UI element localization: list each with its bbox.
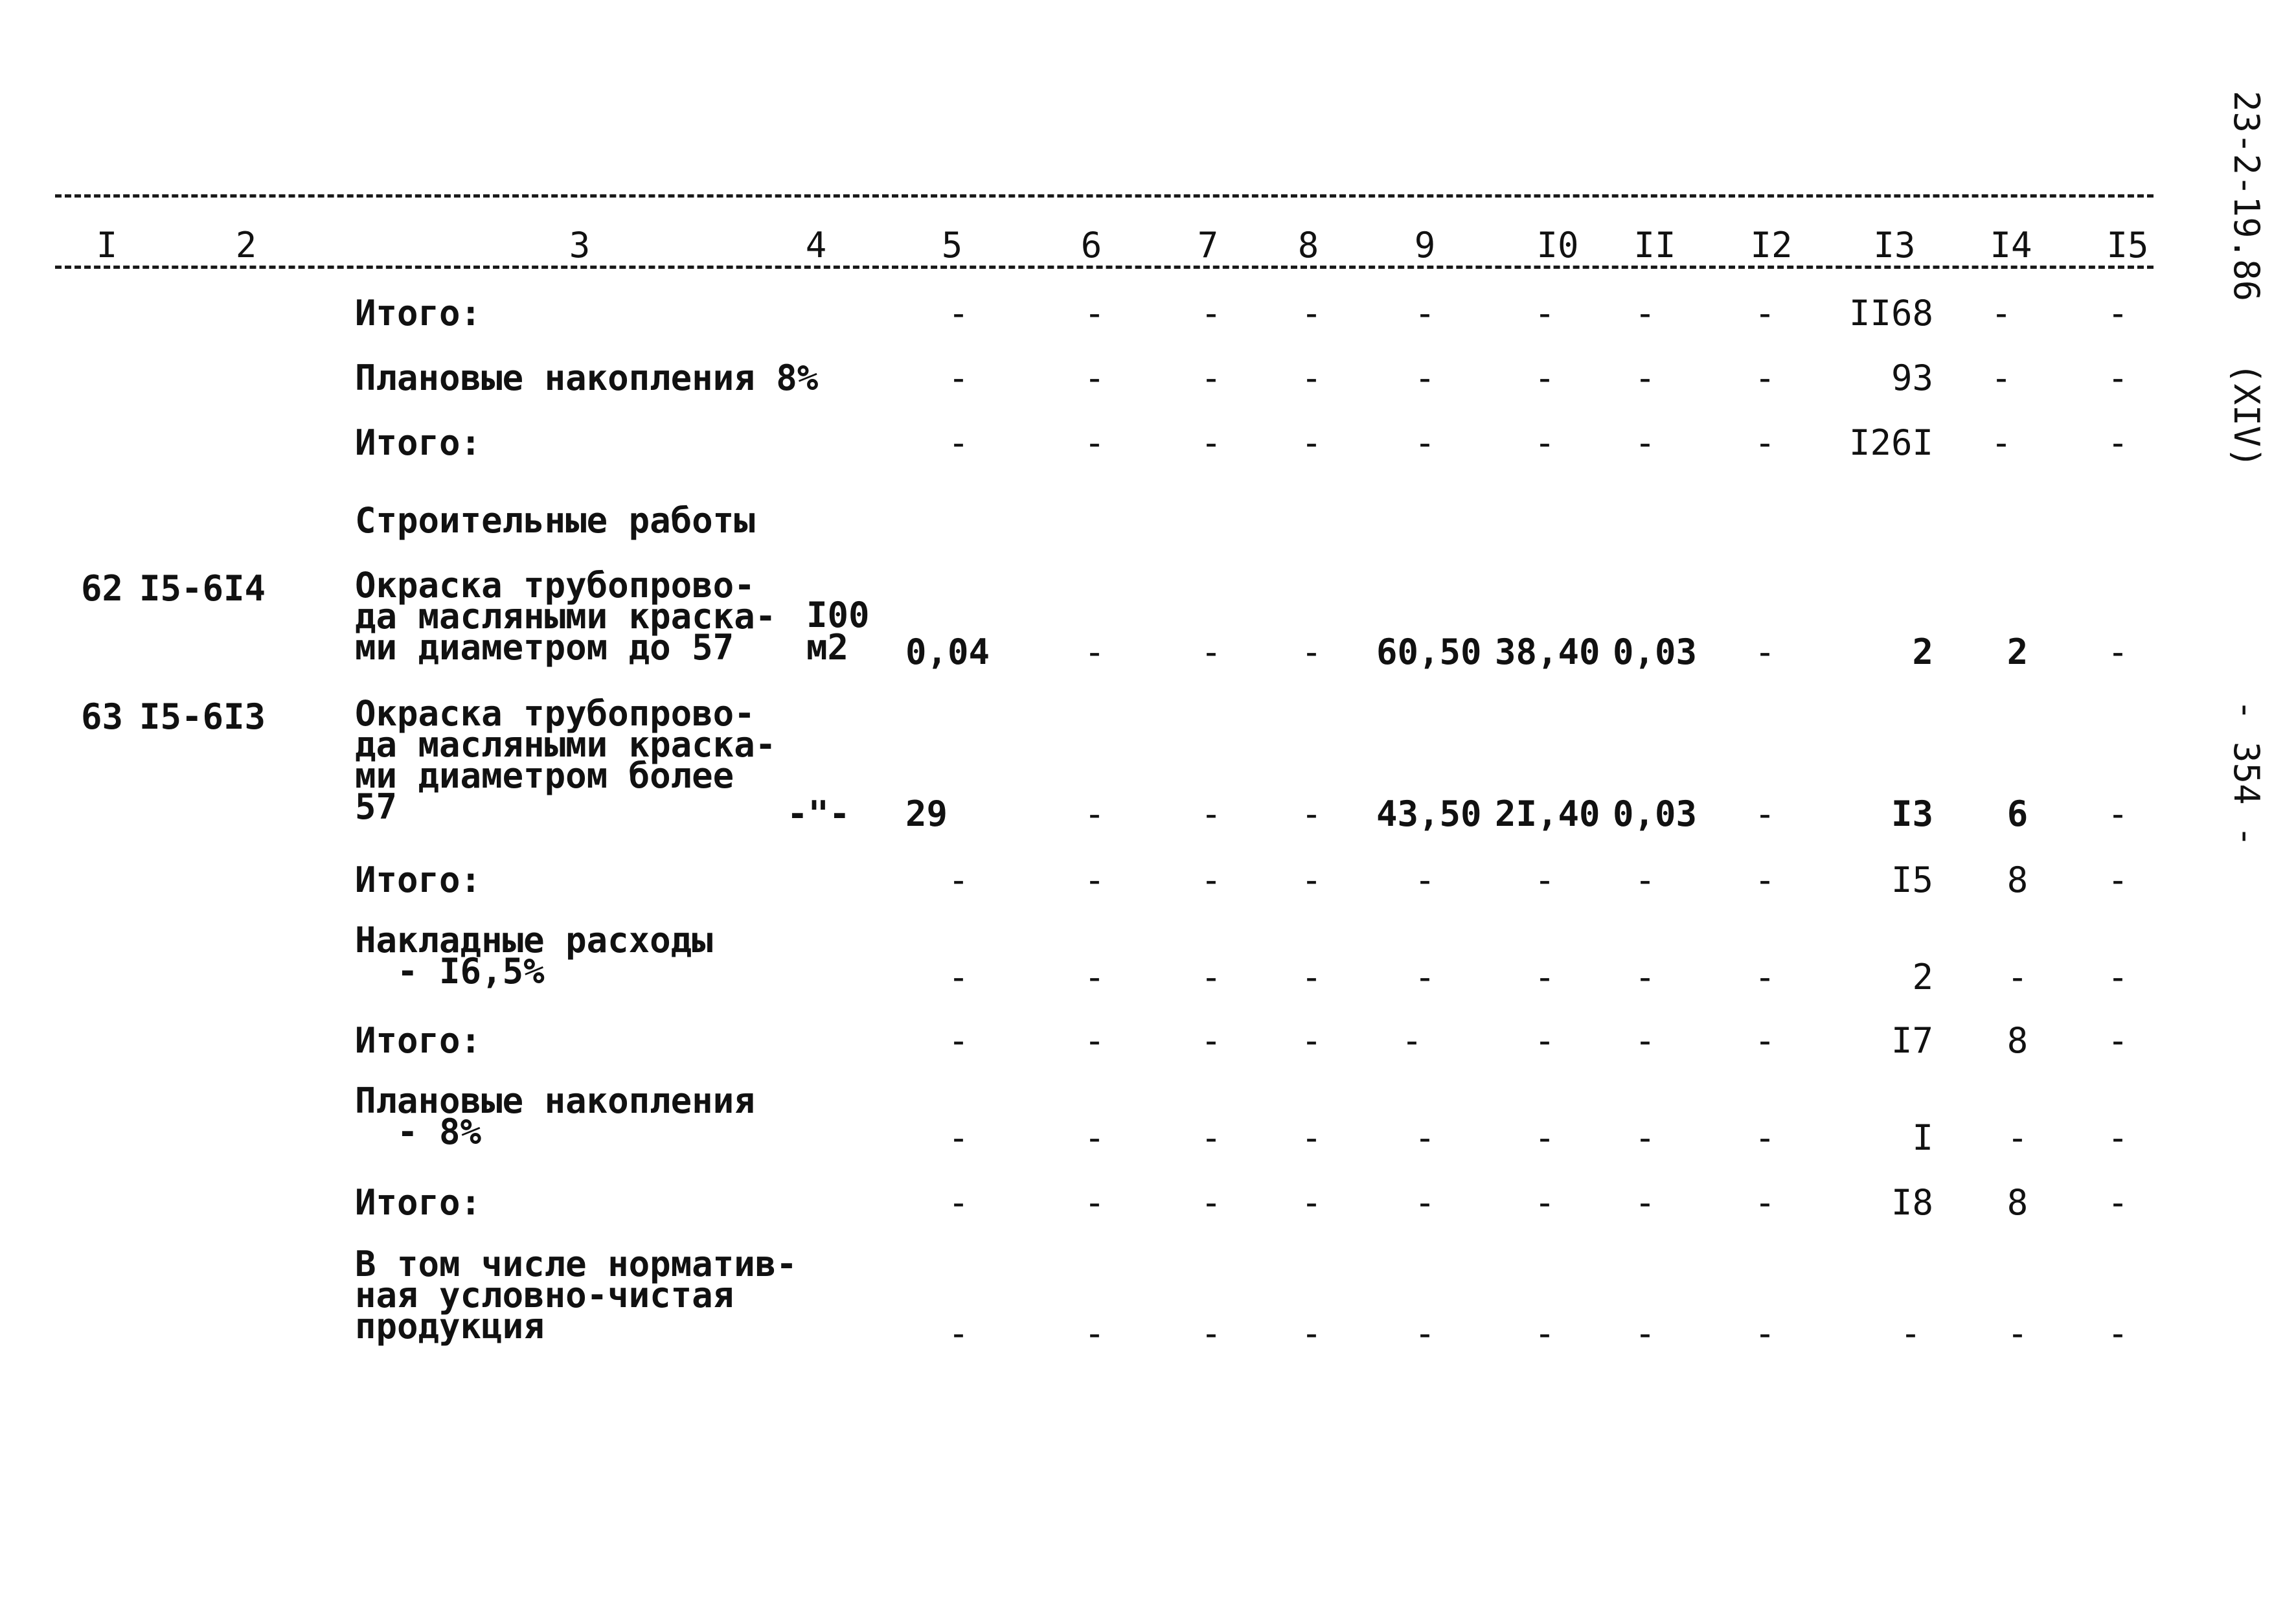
dash-cell: -	[1414, 293, 1436, 334]
dash-cell: -	[1301, 293, 1323, 334]
dash-cell: -	[1301, 632, 1323, 672]
dash-cell: -	[1634, 860, 1656, 900]
dash-cell: -	[1084, 1117, 1106, 1158]
dash-cell: -	[2107, 1117, 2129, 1158]
dash-cell: -	[1414, 422, 1436, 463]
dash-cell: -	[948, 957, 970, 997]
header-dashed-rule	[55, 266, 2154, 269]
dash-cell: -	[1301, 1313, 1323, 1354]
dash-cell: -	[1301, 957, 1323, 997]
col-num-7: 7	[1197, 225, 1219, 266]
dash-cell: -	[1634, 358, 1656, 398]
dash-cell: -	[1754, 632, 1776, 672]
dash-cell: -	[948, 358, 970, 398]
cell-col14: -	[1990, 422, 2012, 463]
cell-col11: 0,03	[1613, 632, 1698, 672]
dash-cell: -	[1534, 358, 1556, 398]
dash-cell: -	[1084, 793, 1106, 834]
dash-cell: -	[1754, 422, 1776, 463]
cell-col5: 0,04	[905, 632, 990, 672]
cell-col13: I3	[1891, 793, 1933, 834]
cell-col14: 6	[2006, 793, 2029, 834]
cell-col10: 38,40	[1495, 632, 1600, 672]
dash-cell: -	[1534, 1020, 1556, 1061]
cell-col14: -	[2006, 957, 2029, 997]
dash-cell: -	[1534, 1313, 1556, 1354]
dash-cell: -	[1084, 422, 1106, 463]
cell-col13: I26I	[1848, 422, 1933, 463]
cell-col13: II68	[1848, 293, 1933, 334]
col-num-12: I2	[1750, 225, 1793, 266]
dash-cell: -	[1414, 358, 1436, 398]
dash-cell: -	[1084, 1313, 1106, 1354]
cell-col14: 2	[2006, 632, 2029, 672]
row-name: Плановые накопления 8%	[355, 358, 819, 398]
dash-cell: -	[1200, 860, 1222, 900]
col-num-1: I	[96, 225, 118, 266]
dash-cell: -	[1200, 1020, 1222, 1061]
dash-cell: -	[2107, 632, 2129, 672]
cell-col14: 8	[2006, 1182, 2029, 1223]
row-name: Итого:	[355, 293, 482, 334]
dash-cell: -	[1301, 358, 1323, 398]
dash-cell: -	[1301, 793, 1323, 834]
work-description: Окраска трубопрово- да масляными краска- ми диаметром более 57	[355, 693, 777, 827]
dash-cell: -	[2107, 293, 2129, 334]
cell-col11: 0,03	[1613, 793, 1698, 834]
dash-cell: -	[1534, 1117, 1556, 1158]
cell-col13: I8	[1891, 1182, 1933, 1223]
dash-cell: -	[1634, 1117, 1656, 1158]
dash-cell: -	[1754, 860, 1776, 900]
row-name: Накладные расходы - I6,5%	[355, 920, 713, 992]
dash-cell: -	[1200, 1182, 1222, 1223]
col-num-5: 5	[941, 225, 963, 266]
col-num-6: 6	[1080, 225, 1102, 266]
col-num-15: I5	[2106, 225, 2149, 266]
doc-code: 23-2-19.86	[2226, 91, 2267, 302]
dash-cell: -	[1534, 860, 1556, 900]
col-num-11: II	[1633, 225, 1676, 266]
dash-cell: -	[1084, 358, 1106, 398]
page-number: - 354 -	[2226, 700, 2267, 847]
dash-cell: -	[2107, 793, 2129, 834]
dash-cell: -	[1754, 957, 1776, 997]
cell-col14: -	[1990, 358, 2012, 398]
dash-cell: -	[1534, 1182, 1556, 1223]
dash-cell: -	[1084, 293, 1106, 334]
dash-cell: -	[1084, 1182, 1106, 1223]
dash-cell: -	[1634, 293, 1656, 334]
dash-cell: -	[948, 422, 970, 463]
cell-col13: -	[1900, 1313, 1922, 1354]
dash-cell: -	[948, 293, 970, 334]
dash-cell: -	[1754, 793, 1776, 834]
row-name: В том числе норматив- ная условно-чистая продукция	[355, 1244, 797, 1347]
cell-col9: 43,50	[1376, 793, 1482, 834]
cell-col14: -	[2006, 1313, 2029, 1354]
dash-cell: -	[948, 1313, 970, 1354]
unit-cell: I00 м2	[806, 595, 870, 668]
col-num-13: I3	[1873, 225, 1916, 266]
dash-cell: -	[1084, 1020, 1106, 1061]
dash-cell: -	[1200, 957, 1222, 997]
dash-cell: -	[1754, 1117, 1776, 1158]
dash-cell: -	[1634, 1182, 1656, 1223]
dash-cell: -	[948, 1117, 970, 1158]
unit-cell: -"-	[787, 793, 850, 834]
dash-cell: -	[2107, 358, 2129, 398]
top-dashed-rule	[55, 194, 2154, 198]
row-number: 62	[81, 568, 124, 609]
dash-cell: -	[2107, 422, 2129, 463]
cell-col13: I5	[1891, 860, 1933, 900]
cell-col13: 93	[1891, 358, 1933, 398]
dash-cell: -	[1634, 1313, 1656, 1354]
dash-cell: -	[1200, 632, 1222, 672]
cell-col14: -	[1990, 293, 2012, 334]
album-number: (XIV)	[2226, 363, 2267, 468]
dash-cell: -	[1200, 293, 1222, 334]
row-name: Итого:	[355, 422, 482, 463]
dash-cell: -	[1414, 957, 1436, 997]
dash-cell: -	[1084, 632, 1106, 672]
col-num-9: 9	[1414, 225, 1436, 266]
dash-cell: -	[948, 1182, 970, 1223]
dash-cell: -	[1754, 1182, 1776, 1223]
dash-cell: -	[1084, 860, 1106, 900]
dash-cell: -	[1200, 1117, 1222, 1158]
dash-cell: -	[1414, 1313, 1436, 1354]
dash-cell: -	[1754, 1020, 1776, 1061]
row-name: Плановые накопления - 8%	[355, 1080, 755, 1152]
dash-cell: -	[1634, 957, 1656, 997]
section-heading: Строительные работы	[355, 500, 755, 541]
dash-cell: -	[2107, 957, 2129, 997]
dash-cell: -	[2107, 1020, 2129, 1061]
col-num-2: 2	[235, 225, 257, 266]
dash-cell: -	[1414, 1117, 1436, 1158]
dash-cell: -	[1200, 793, 1222, 834]
cell-col14: 8	[2006, 1020, 2029, 1061]
cell-col13: I	[1912, 1117, 1933, 1158]
dash-cell: -	[1301, 1182, 1323, 1223]
row-number: 63	[81, 696, 124, 737]
cell-col5: 29	[905, 793, 948, 834]
dash-cell: -	[1301, 1117, 1323, 1158]
col-num-3: 3	[569, 225, 591, 266]
dash-cell: -	[1634, 422, 1656, 463]
dash-cell: -	[1754, 293, 1776, 334]
cell-col14: 8	[2006, 860, 2029, 900]
dash-cell: -	[1414, 1182, 1436, 1223]
col-num-8: 8	[1297, 225, 1319, 266]
dash-cell: -	[948, 1020, 970, 1061]
dash-cell: -	[1634, 1020, 1656, 1061]
dash-cell: -	[1301, 422, 1323, 463]
dash-cell: -	[1200, 1313, 1222, 1354]
dash-cell: -	[2107, 1182, 2129, 1223]
row-name: Итого:	[355, 860, 482, 900]
cell-col13: 2	[1912, 632, 1933, 672]
norm-code: I5-6I3	[139, 696, 266, 737]
cell-col13: I7	[1891, 1020, 1933, 1061]
dash-cell: -	[1534, 293, 1556, 334]
dash-cell: -	[1534, 422, 1556, 463]
cell-col9: 60,50	[1376, 632, 1482, 672]
col-num-10: I0	[1536, 225, 1579, 266]
col-num-4: 4	[805, 225, 827, 266]
dash-cell: -	[1200, 358, 1222, 398]
dash-cell: -	[1414, 860, 1436, 900]
dash-cell: -	[1301, 1020, 1323, 1061]
cell-col10: 2I,40	[1495, 793, 1600, 834]
dash-cell: -	[1084, 957, 1106, 997]
dash-cell: -	[1754, 358, 1776, 398]
row-name: Итого:	[355, 1020, 482, 1061]
cell-col14: -	[2006, 1117, 2029, 1158]
dash-cell: -	[1200, 422, 1222, 463]
row-name: Итого:	[355, 1182, 482, 1223]
cell-col13: 2	[1912, 957, 1933, 997]
dash-cell: -	[1401, 1020, 1423, 1061]
col-num-14: I4	[1990, 225, 2032, 266]
dash-cell: -	[1534, 957, 1556, 997]
dash-cell: -	[948, 860, 970, 900]
dash-cell: -	[1754, 1313, 1776, 1354]
dash-cell: -	[2107, 1313, 2129, 1354]
dash-cell: -	[1301, 860, 1323, 900]
norm-code: I5-6I4	[139, 568, 266, 609]
dash-cell: -	[2107, 860, 2129, 900]
work-description: Окраска трубопрово- да масляными краска- ми диаметром до 57	[355, 565, 777, 668]
